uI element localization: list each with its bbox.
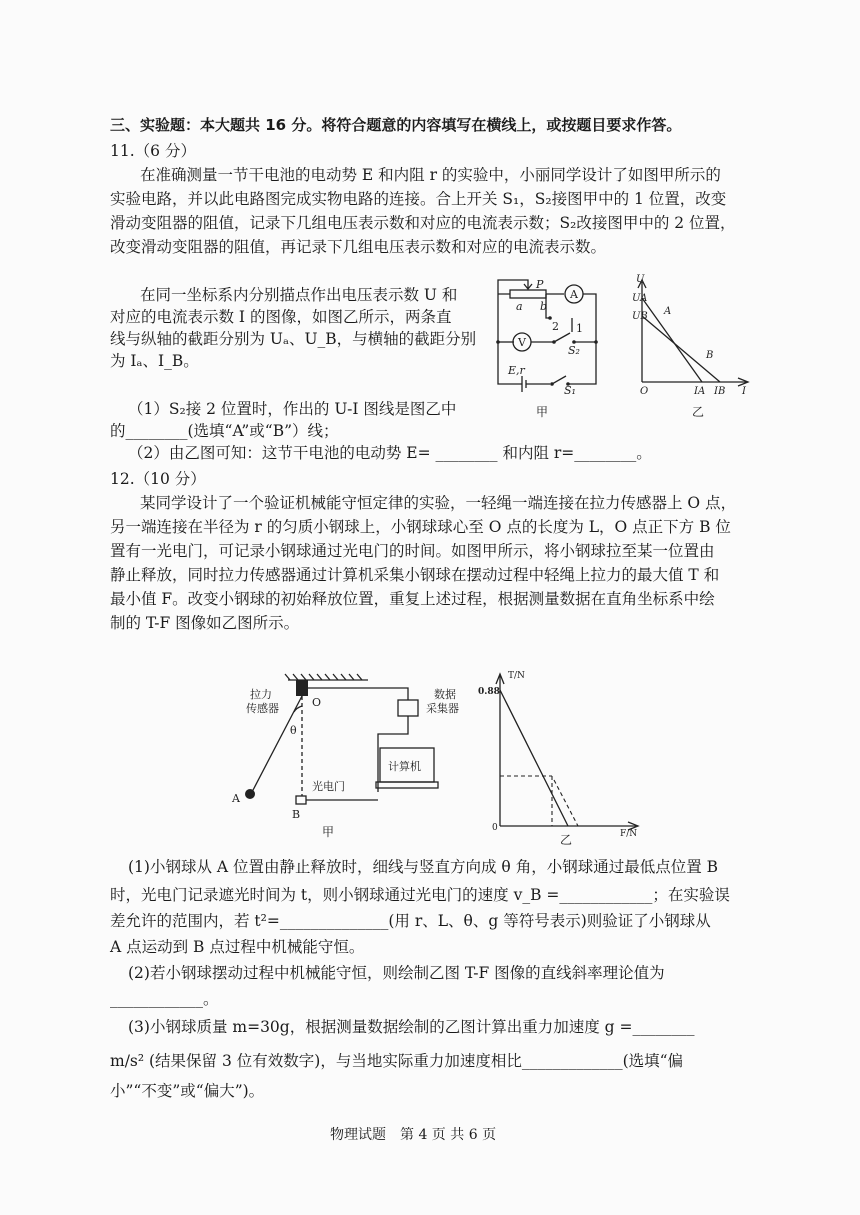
- intercept-ua: UA: [632, 293, 648, 304]
- apparatus-caption: 甲: [322, 825, 335, 839]
- q12-part3-line: m/s² (结果保留 3 位有效数字)，与当地实际重力加速度相比_____________(选填“偏: [110, 1052, 684, 1070]
- circuit-diagram: [488, 272, 608, 420]
- voltmeter-label: V: [518, 336, 526, 349]
- q12-part2-line: (2)若小钢球摆动过程中机械能守恒，则绘制乙图 T-F 图像的直线斜率理论值为: [128, 964, 665, 982]
- q12-intro-line: 另一端连接在半径为 r 的匀质小钢球上，小钢球球心至 O 点的长度为 L，O 点正下方 B 位: [110, 518, 731, 536]
- q11-para-line: 线与纵轴的截距分别为 Uₐ、U_B，与横轴的截距分别: [110, 330, 477, 348]
- intercept-ub: UB: [632, 311, 648, 322]
- q11-sub1-line: 的________(选填“A”或“B”）线；: [110, 422, 339, 440]
- photogate-label: 光电门: [312, 780, 345, 793]
- circuit-caption: 甲: [536, 405, 549, 419]
- intercept-ib: IB: [714, 386, 726, 397]
- intercept-value: 0.88: [478, 687, 500, 697]
- point-b-label: B: [292, 808, 301, 821]
- tf-graph: [478, 668, 648, 846]
- node-a: a: [516, 300, 523, 313]
- sensor-label-1: 拉力: [250, 688, 272, 701]
- collector-label-2: 采集器: [426, 702, 459, 715]
- axis-i-label: I: [742, 386, 746, 397]
- ui-graph: [628, 270, 753, 420]
- computer-label: 计算机: [388, 760, 421, 773]
- point-a-label: A: [232, 792, 240, 805]
- q11-intro-line: 滑动变阻器的阻值，记录下几组电压表示数和对应的电流表示数；S₂改接图甲中的 2 位置，: [110, 214, 736, 232]
- q11-intro-line: 改变滑动变阻器的阻值，再记录下几组电压表示数和对应的电流表示数。: [110, 238, 607, 256]
- q12-part3-line: (3)小钢球质量 m=30g，根据测量数据绘制的乙图计算出重力加速度 g =________: [128, 1018, 695, 1036]
- node-b: b: [540, 300, 548, 313]
- origin-label: O: [640, 386, 649, 397]
- section-heading: 三、实验题：本大题共 16 分。将符合题意的内容填写在横线上，或按题目要求作答。: [110, 116, 682, 134]
- q11-number: 11.（6 分）: [110, 142, 196, 160]
- axis-f-label: F/N: [620, 829, 638, 839]
- sensor-label-2: 传感器: [246, 702, 279, 715]
- battery-label: E,r: [508, 364, 525, 377]
- q11-intro-line: 在准确测量一节干电池的电动势 E 和内阻 r 的实验中，小丽同学设计了如图甲所示的: [140, 166, 721, 184]
- graph-caption: 乙: [692, 405, 705, 419]
- line-a-label: A: [664, 306, 672, 317]
- page-footer: 物理试题 第 4 页 共 6 页: [330, 1127, 497, 1143]
- line-b-label: B: [706, 350, 714, 361]
- intercept-ia: IA: [694, 386, 706, 397]
- switch-s2-label: S₂: [568, 344, 580, 357]
- q12-part1-line: 差允许的范围内，若 t²=______________(用 r、L、θ、g 等符号表示)则验证了小钢球从: [110, 912, 711, 930]
- pivot-o-label: O: [312, 696, 322, 709]
- q12-part1-line: A 点运动到 B 点过程中机械能守恒。: [110, 938, 365, 956]
- q11-intro-line: 实验电路，并以此电路图完成实物电路的连接。合上开关 S₁，S₂接图甲中的 1 位置，改变: [110, 190, 727, 208]
- q12-intro-line: 置有一光电门，可记录小钢球通过光电门的时间。如图甲所示，将小钢球拉至某一位置由: [110, 542, 715, 560]
- q11-para-line: 为 Iₐ、I_B。: [110, 352, 199, 370]
- q12-part1-line: (1)小钢球从 A 位置由静止释放时，细线与竖直方向成 θ 角，小钢球通过最低点位置 B: [128, 858, 719, 876]
- q12-part1-line: 时，光电门记录遮光时间为 t，则小钢球通过光电门的速度 v_B =____________；在实验误: [110, 886, 730, 904]
- q12-number: 12.（10 分）: [110, 470, 206, 488]
- q12-part3-line: 小”“不变”或“偏大”)。: [110, 1082, 265, 1100]
- axis-u-label: U: [636, 274, 645, 285]
- axis-t-label: T/N: [508, 671, 525, 681]
- collector-label-1: 数据: [434, 688, 456, 701]
- q11-para-line: 在同一坐标系内分别描点作出电压表示数 U 和: [140, 286, 458, 304]
- switch-pos-1: 1: [576, 322, 583, 335]
- switch-s1-label: S₁: [564, 384, 576, 397]
- q12-intro-line: 某同学设计了一个验证机械能守恒定律的实验，一轻绳一端连接在拉力传感器上 O 点，: [140, 494, 737, 512]
- q11-sub2: （2）由乙图可知：这节干电池的电动势 E= ________ 和内阻 r=________。: [128, 444, 652, 462]
- q12-part2-line: ____________。: [110, 990, 219, 1008]
- q12-intro-line: 最小值 F。改变小钢球的初始释放位置，重复上述过程，根据测量数据在直角坐标系中绘: [110, 590, 715, 608]
- ammeter-label: A: [570, 288, 578, 301]
- switch-pos-2: 2: [552, 320, 559, 333]
- q11-sub1-line: （1）S₂接 2 位置时，作出的 U-I 图线是图乙中: [128, 400, 457, 418]
- angle-theta: θ: [290, 724, 297, 737]
- q12-intro-line: 制的 T-F 图像如乙图所示。: [110, 614, 300, 632]
- origin-zero: 0: [492, 823, 498, 833]
- q11-para-line: 对应的电流表示数 I 的图像，如图乙所示，两条直: [110, 308, 452, 326]
- rheostat-label: P: [536, 278, 544, 291]
- q12-intro-line: 静止释放，同时拉力传感器通过计算机采集小钢球在摆动过程中轻绳上拉力的最大值 T 和: [110, 566, 720, 584]
- pendulum-apparatus: [228, 672, 458, 842]
- tf-graph-caption: 乙: [560, 833, 573, 847]
